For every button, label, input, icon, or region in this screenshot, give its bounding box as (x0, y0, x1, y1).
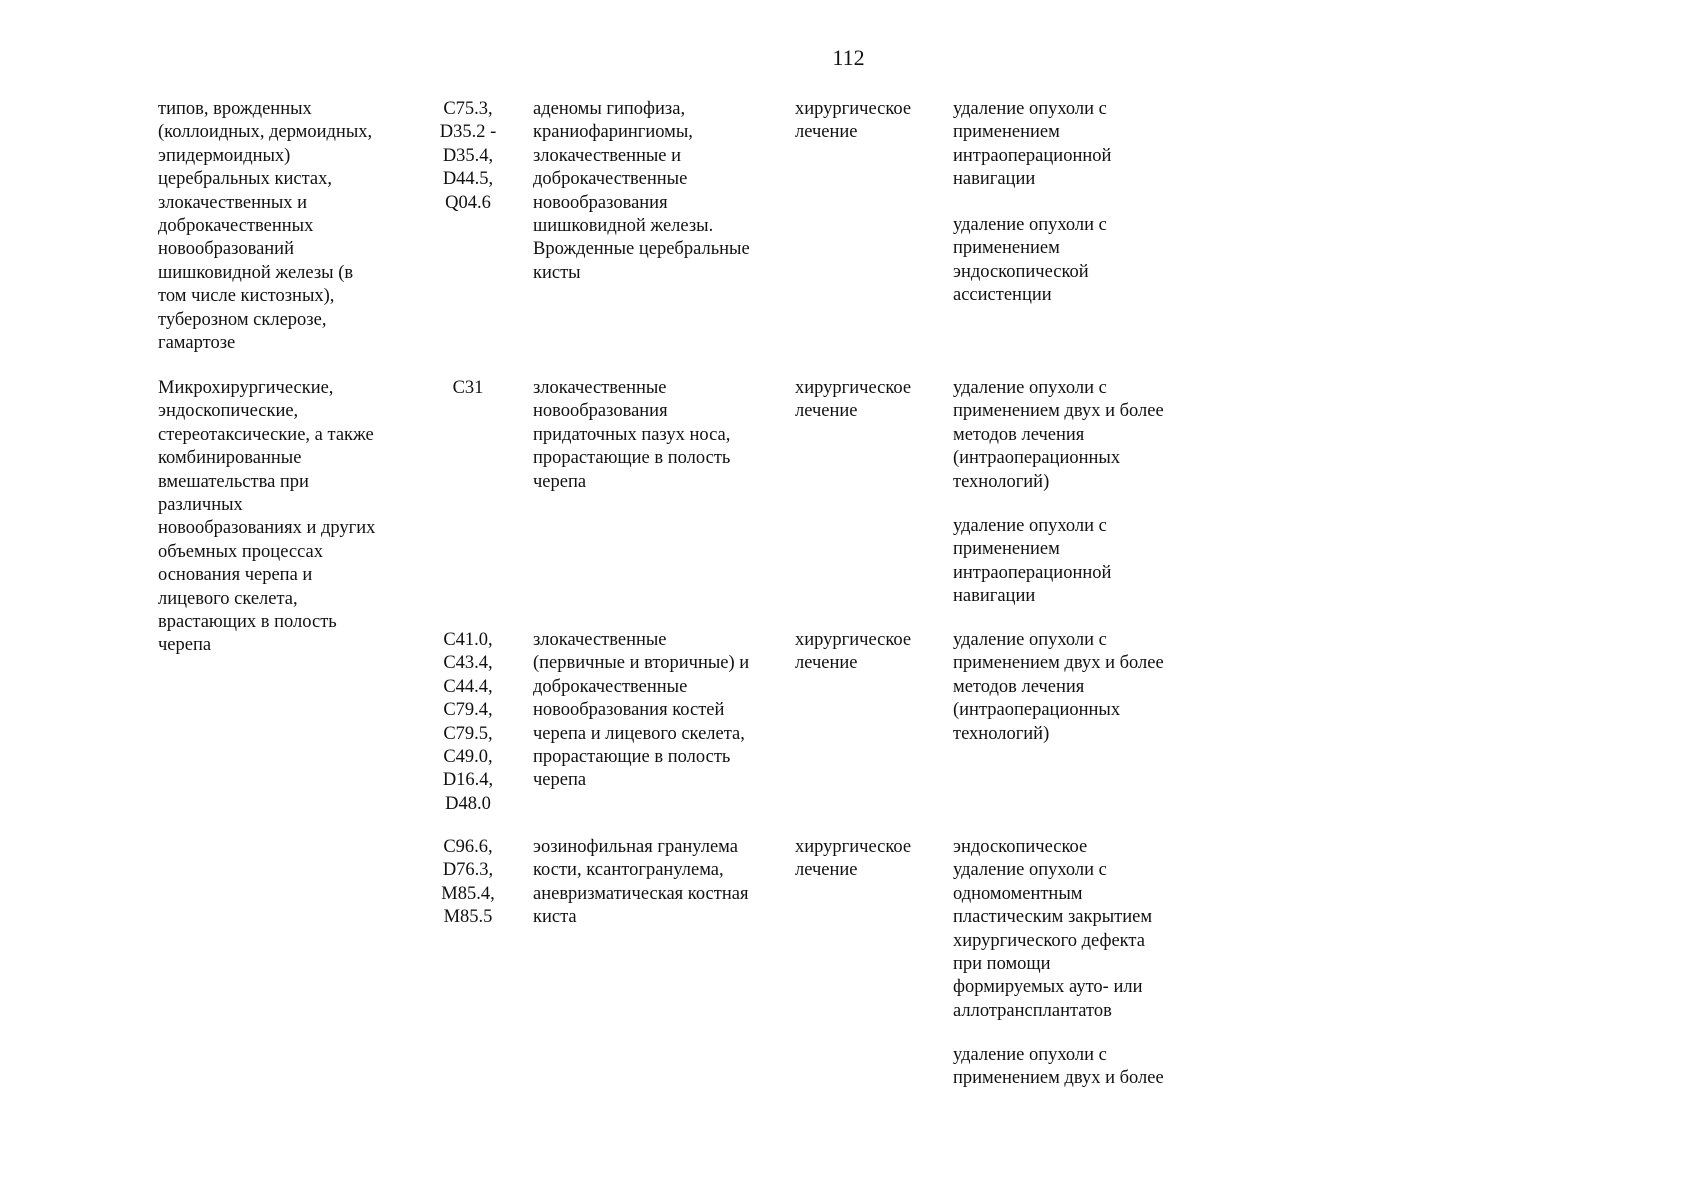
row-1-treatment: хирургическое лечение (795, 99, 912, 143)
row-1-method-2: удаление опухоли с применением эндоскопической ассистенции (953, 215, 1107, 306)
row-4-codes: C96.6, D76.3, M85.4, M85.5 (441, 837, 495, 928)
row-1-method-1: удаление опухоли с применением интраоперационной навигации (953, 99, 1112, 190)
row-1-codes: C75.3, D35.2 - D35.4, D44.5, Q04.6 (439, 99, 497, 213)
row-3-model: злокачественные (первичные и вторичные) и доброкачественные новообразования костей черепа и лицевого скелета, прорастающие в полость черепа (533, 630, 750, 791)
row-4-model: эозинофильная гранулема кости, ксантогранулема, аневризматическая костная киста (533, 837, 749, 928)
row-2-model: злокачественные новообразования придаточных пазух носа, прорастающие в полость черепа (533, 378, 731, 492)
row-1-model: аденомы гипофиза, краниофарингиомы, злокачественные и доброкачественные новообразования шишковидной железы. Врожденные церебральные кисты (533, 99, 750, 283)
row-3-method-1: удаление опухоли с применением двух и более методов лечения (интраоперационных технологий) (953, 630, 1164, 744)
row-3-treatment: хирургическое лечение (795, 630, 912, 674)
row-4-method-1: эндоскопическое удаление опухоли с одномоментным пластическим закрытием хирургического дефекта при помощи формируемых ауто- или аллотрансплантатов (953, 837, 1153, 1021)
row-4-method-2: удаление опухоли с применением двух и более (953, 1045, 1164, 1089)
row-1-disease: типов, врожденных (коллоидных, дермоидных, эпидермоидных) церебральных кистах, злокачественных и доброкачественных новообразований шишковидной железы (в том числе кистозных), туберозном склерозе, гамартозе (158, 99, 373, 354)
row-2-method-2: удаление опухоли с применением интраоперационной навигации (953, 516, 1112, 607)
row-4-treatment: хирургическое лечение (795, 837, 912, 881)
row-2-treatment: хирургическое лечение (795, 378, 912, 422)
row-3-codes: C41.0, C43.4, C44.4, C79.4, C79.5, C49.0, D16.4, D48.0 (442, 630, 494, 814)
page-number: 112 (832, 45, 865, 70)
row-2-codes: C31 (452, 378, 484, 398)
row-2-method-1: удаление опухоли с применением двух и более методов лечения (интраоперационных технологий) (953, 378, 1164, 492)
row-2-disease: Микрохирургические, эндоскопические, стереотаксические, а также комбинированные вмешательства при различных новообразованиях и других объемных процессах основания черепа и лицевого скелета, врастающих в полость черепа (158, 378, 376, 656)
